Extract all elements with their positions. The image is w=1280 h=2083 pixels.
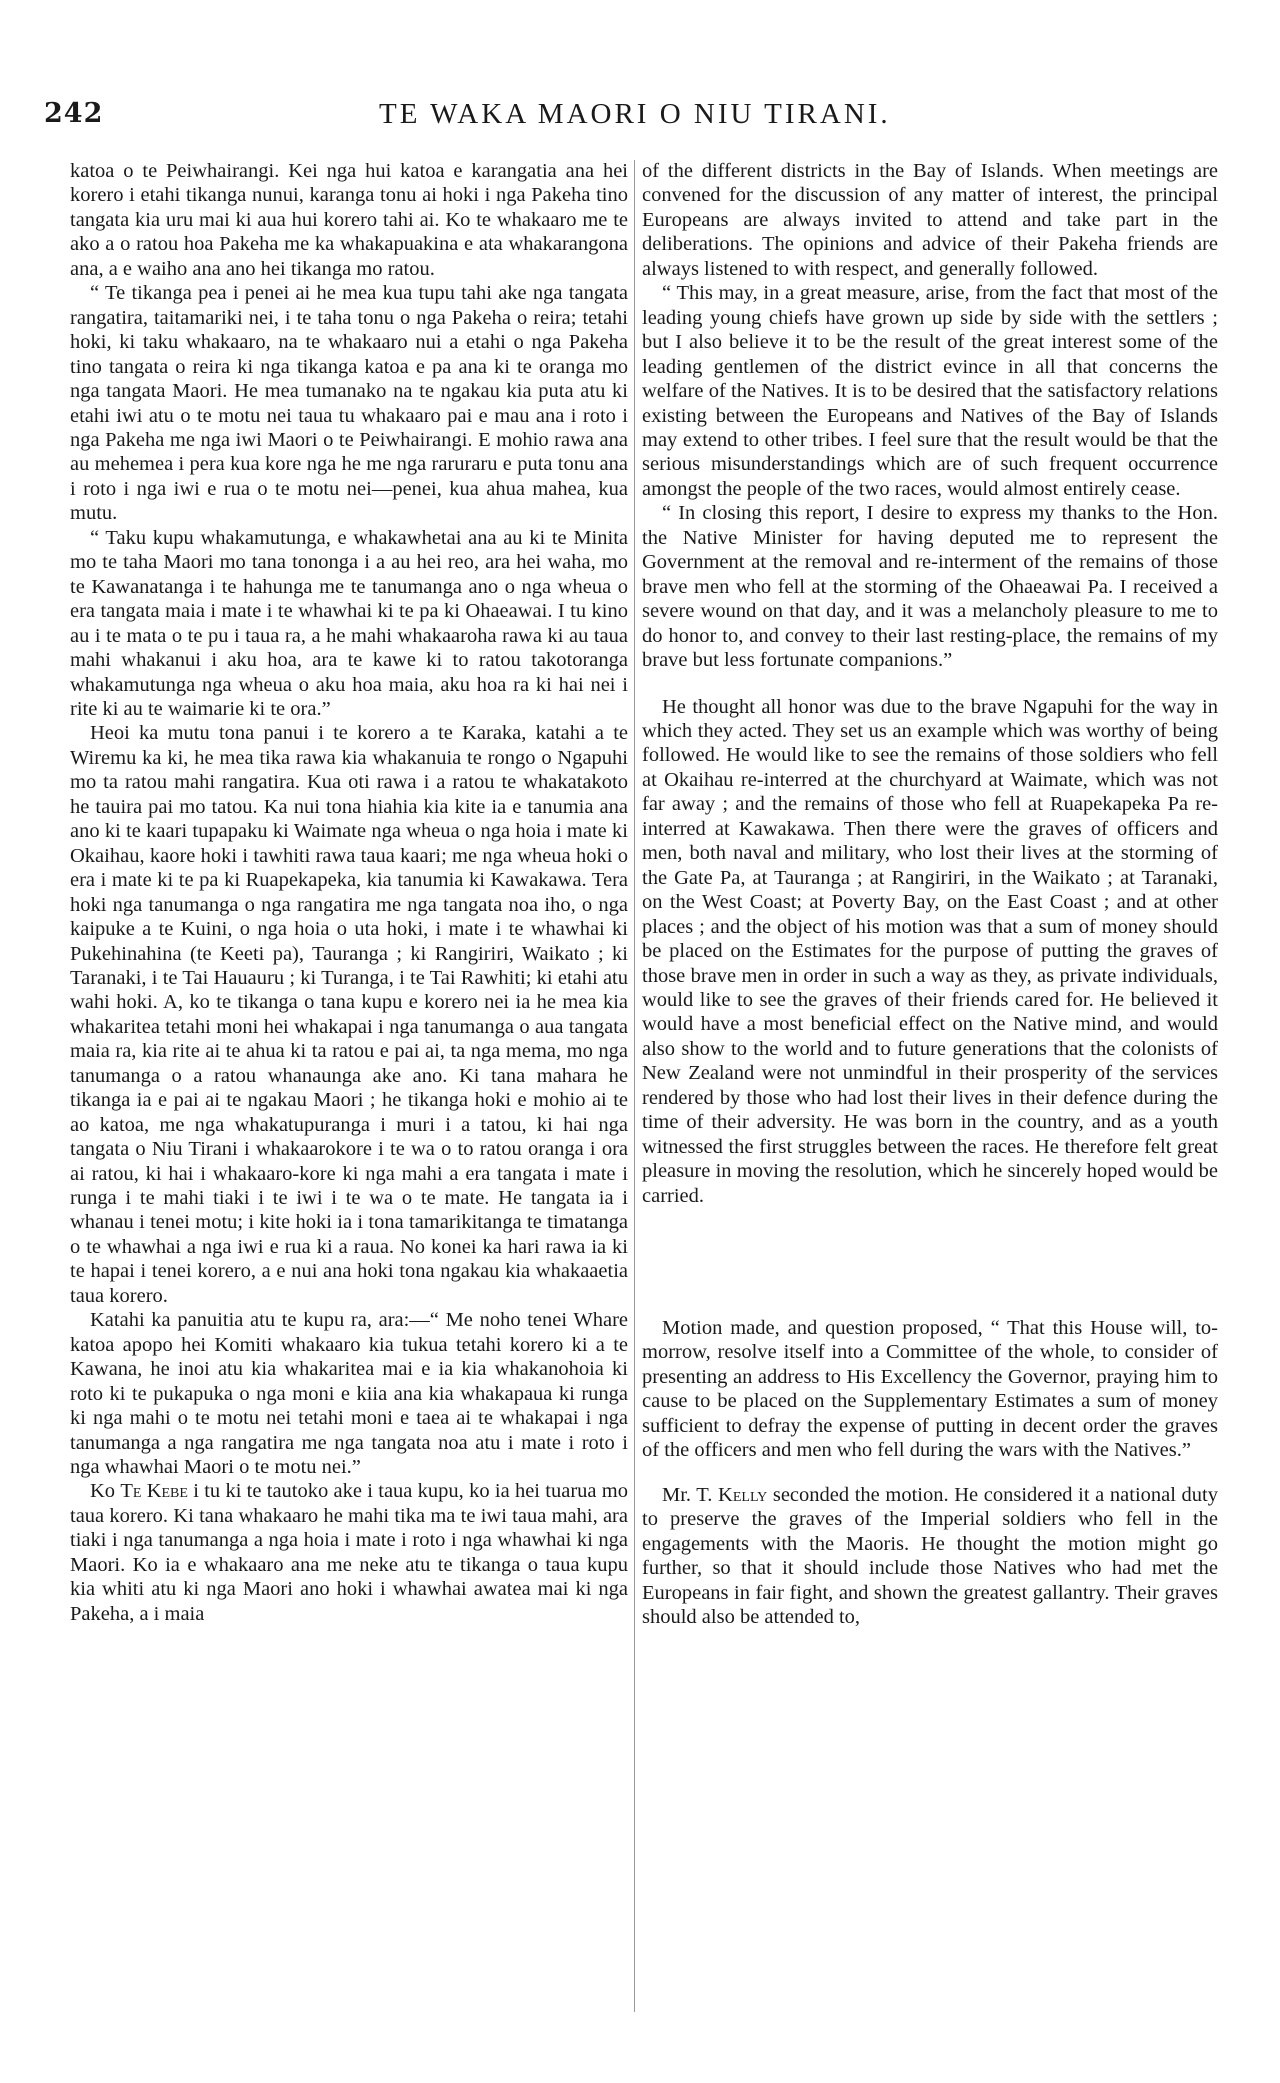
left-paragraph-text: i tu ki te tautoko ake i taua kupu, ko ia hei tuarua mo taua korero. Ki tana whakaaro he mahi tika ma te iwi taua mahi, ara tiaki i nga tanumanga a nga hoia i mate i roto i nga whawhai ki nga Maori. Ko ia e whakaaro ana me neke atu te tikanga o taua kupu kia whiti atu ki nga Maori ano hoki i whawhai awatea mai ki nga Pakeha, a i maia	[70, 1480, 628, 1625]
left-paragraph-prefix: Ko	[90, 1480, 121, 1503]
right-paragraph: of the different districts in the Bay of Islands. When meetings are convened for the discussion of any matter of interest, the principal Europeans are always invited to attend and take part in the deliberations. The opinions and advice of their Pakeha friends are always listened to with respect, and generally followed.	[642, 160, 1218, 280]
speaker-name: Kelly	[718, 1483, 768, 1506]
left-paragraph	[70, 1479, 628, 1626]
running-title: TE WAKA MAORI O NIU TIRANI.	[379, 98, 891, 130]
speaker-name: Te Kebe	[120, 1480, 188, 1503]
right-paragraph	[642, 1483, 1218, 1630]
right-paragraph: Motion made, and question proposed, “ That this House will, to-morrow, resolve itself into a Committee of the whole, to consider of presenting an address to His Excellency the Governor, praying him to cause to be placed on the Supplementary Estimates a sum of money sufficient to defray the expense of putting in decent order the graves of the officers and men who fell during the wars with the Natives.”	[642, 1317, 1218, 1462]
right-paragraph: He thought all honor was due to the brave Ngapuhi for the way in which they acted. They set us an example which was worthy of being followed. He would like to see the remains of those soldiers who fell at Okaihau re-interred at the churchyard at Waimate, which was not far away ; and the remains of those who fell at Ruapekapeka Pa re-interred at Kawakawa. Then there were the graves of officers and men, both naval and military, who lost their lives at the storming of the Gate Pa, at Tauranga ; at Rangiriri, in the Waikato ; at Taranaki, on the West Coast; at Poverty Bay, on the East Coast ; and at other places ; and the object of his motion was that a sum of money should be placed on the Estimates for the purpose of putting the graves of those brave men in order in such a way as they, as private individuals, would like to see the graves of their friends cared for. He believed it would have a most beneficial effect on the Native mind, and would also show to the world and to future generations that the colonists of New Zealand were not unmindful in their prosperity of the services rendered by those who had lost their lives in their defence during the time of their adversity. He was born in the country, and as a youth witnessed the first struggles between the races. He therefore felt great pleasure in moving the resolution, which he sincerely hoped would be carried.	[642, 695, 1218, 1207]
left-paragraph: Katahi ka panuitia atu te kupu ra, ara:—“ Me noho tenei Whare katoa apopo hei Komiti whakaaro kia tukua tetahi korero ki a te Kawana, he inoi atu kia whakaritea mai e ia kia whakanohoia ki roto ki te pukapuka o nga moni e kiia ana kia whakapaua ki runga ki nga mahi o te motu nei tetahi moni e taea ai te whakapai i nga tanumanga a nga rangatira me nga tangata noa atu i mate i roto i nga whawhai Maori o te motu nei.”	[70, 1309, 628, 1479]
left-paragraph: Heoi ka mutu tona panui i te korero a te Karaka, katahi a te Wiremu ka ki, he mea tika rawa kia whakanuia te rongo o Ngapuhi mo ta ratou mahi rangatira. Kua oti rawa i a ratou te whakatakoto he tauira pai mo tatou. Ka nui tona hiahia kia kite ia e tanumia ana ano ki te kaari tupapaku ki Waimate nga wheua o nga hoia i mate ki Okaihau, kaore hoki i tawhiti rawa taua kaari; me nga wheua hoki o era i mate ki te pa ki Ruapekapeka, kia tanumia ki Kawakawa. Tera hoki nga tanumanga o nga rangatira me nga tangata noa iho, o nga kaipuke a te Kuini, o nga hoia o uta hoki, i mate i te whawhai ki Pukehinahina (te Keeti pa), Tauranga ; ki Rangiriri, Waikato ; ki Taranaki, i te Tai Hauauru ; ki Turanga, i te Tai Rawhiti; ki etahi atu wahi hoki. A, ko te tikanga o tana kupu e korero nei ia he mea kia whakaritea tetahi moni hei whakapai i nga tanumanga o aua tangata maia ra, kia rite ai te ahua ki ta ratou e pai ai, ta nga mema, mo nga tanumanga o a ratou whanaunga ake ano. Ki tana mahara he tikanga ia e pai ai te ngakau Maori ; he tikanga hoki e mohio ai te ao katoa, me nga whakatupuranga i muri i a tatou, ki hai nga tangata o Niu Tirani i whakaarokore i te wa o to ratou oranga i ora ai ratou, ki hai i whakaaro-kore ki nga mahi a era tangata i mate i runga i te mahi tiaki i te iwi i te wa o te mate. He tangata ia i whanau i tenei motu; i kite hoki ia i tona tamarikitanga te timatanga o te whawhai a nga iwi e rua ki a raua. No konei ka hari rawa ia ki te hapai i tenei korero, a e nui ana hoki tona ngakau kia whakaaetia taua korero.	[70, 722, 628, 1307]
right-paragraph-prefix: Mr. T.	[662, 1483, 719, 1506]
left-paragraph: “ Taku kupu whakamutunga, e whakawhetai ana au ki te Minita mo te taha Maori mo tana tononga i a au hei reo, ara hei waha, mo te Kawanatanga i te hahunga me te tanumanga ano o nga wheua o era tangata maia i mate i te whawhai ki te pa ki Ohaeawai. I tu kino au i te mata o te pu i taua ra, a he mahi whakaaroha rawa ki au taua mahi whakanui i aku hoa, ara te kawe ki to ratou takotoranga whakamutunga nga wheua o aku hoa maia, aku hoa ra ki hai nei i rite ki au te waimarie ki te ora.”	[70, 526, 628, 720]
column-divider	[634, 160, 635, 2012]
right-paragraph: “ In closing this report, I desire to express my thanks to the Hon. the Native Minister for having deputed me to represent the Government at the removal and re-interment of the remains of those brave men who fell at the storming of the Ohaeawai Pa. I received a severe wound on that day, and it was a melancholy pleasure to me to do honor to, and convey to their last resting-place, the remains of my brave but less fortunate companions.”	[642, 502, 1218, 672]
left-column-maori	[70, 159, 628, 1626]
page-header	[44, 98, 1280, 138]
right-column-english	[642, 159, 1218, 1629]
left-paragraph: katoa o te Peiwhairangi. Kei nga hui katoa e karangatia ana hei korero i etahi tikanga nunui, karanga tonu ai hoki i nga Pakeha tino tangata kia uru mai ki aua hui korero tahi ai. Ko te whakaaro me te ako a o ratou hoa Pakeha me ka whakapuakina e ata whakarangona ana, a e waiho ana ano hei tikanga mo ratou.	[70, 160, 628, 280]
left-paragraph: “ Te tikanga pea i penei ai he mea kua tupu tahi ake nga tangata rangatira, taitamariki nei, i te taha tonu o nga Pakeha o reira; tetahi hoki, ki taku whakaaro, na te whakaaro nui a etahi o nga Pakeha tino tangata o reira ki nga tikanga katoa e pa ana ki te oranga mo nga tangata Maori. He mea tumanako na te ngakau kia puta atu ki etahi iwi atu o te motu nei taua tu whakaaro pai e mau ana i roto i nga Pakeha me nga iwi Maori o te Peiwhairangi. E mohio rawa ana au mehemea i pera kua kore nga he me nga raruraru e puta tonu ana i roto i nga iwi e rua o te motu nei—penei, kua ahua mahea, kua mutu.	[70, 282, 628, 525]
right-paragraph-text: seconded the motion. He considered it a national duty to preserve the graves of the Imperial soldiers who fell in the engagements with the Maoris. He thought the motion might go further, so that it should include those Natives who had met the Europeans in fair fight, and shown the greatest gallantry. Their graves should also be attended to,	[642, 1483, 1218, 1629]
right-paragraph: “ This may, in a great measure, arise, from the fact that most of the leading young chiefs have grown up side by side with the settlers ; but I also believe it to be the result of the great interest some of the leading gentlemen of the district evince in all that concerns the welfare of the Natives. It is to be desired that the satisfactory relations existing between the Europeans and Natives of the Bay of Islands may extend to other tribes. I feel sure that the result would be that the serious misunderstandings which are of such frequent occurrence amongst the people of the two races, would almost entirely cease.	[642, 282, 1218, 500]
page-number: 242	[44, 98, 104, 129]
